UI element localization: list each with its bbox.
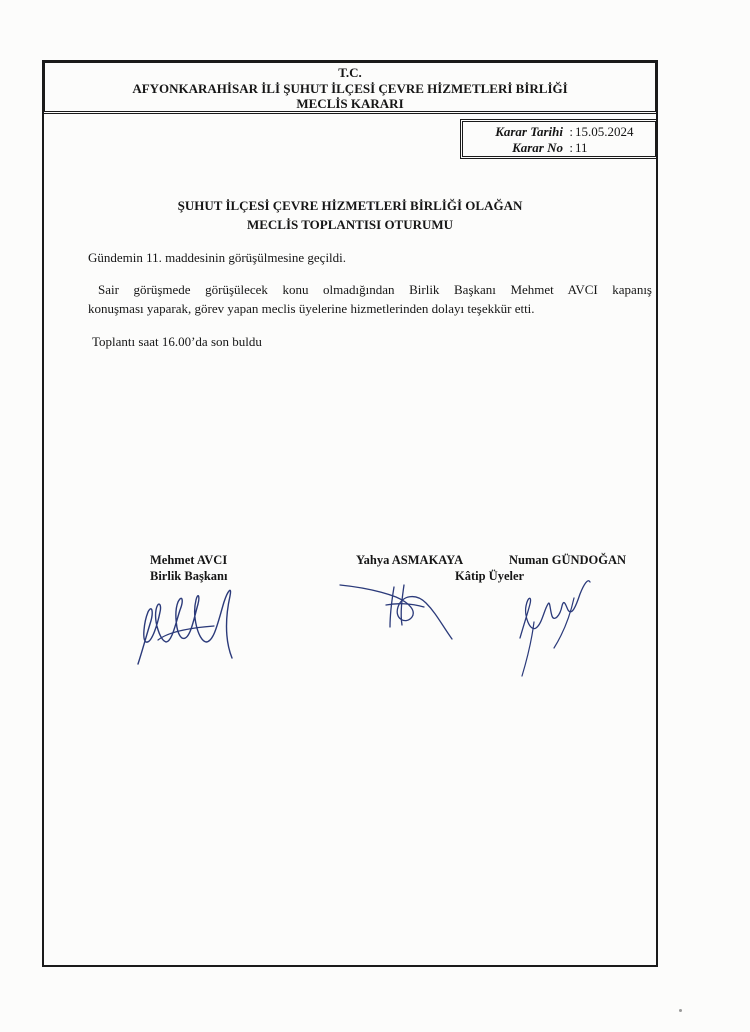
decision-date-separator: : xyxy=(569,124,573,139)
session-title-line1: ŞUHUT İLÇESİ ÇEVRE HİZMETLERİ BİRLİĞİ OLAĞAN xyxy=(177,198,523,213)
body-paragraph-adjourn: Toplantı saat 16.00’da son buldu xyxy=(92,334,262,349)
decision-date-value: 15.05.2024 xyxy=(575,124,634,139)
decision-date-row xyxy=(483,124,655,140)
president-signature xyxy=(128,582,238,667)
closing-speech-line1: Sair görüşmede görüşülecek konu olmadığından Birlik Başkanı Mehmet AVCI kapanış xyxy=(98,282,652,297)
closing-speech-line2: konuşması yaparak, görev yapan meclis üyelerine hizmetlerinden dolayı teşekkür etti. xyxy=(88,301,535,316)
body-paragraph-agenda: Gündemin 11. maddesinin görüşülmesine geçildi. xyxy=(88,250,347,265)
decision-number-label: Karar No xyxy=(512,140,563,155)
president-title: Birlik Başkanı xyxy=(150,569,228,583)
decision-number-value: 11 xyxy=(575,140,588,155)
decision-number-row xyxy=(483,140,655,156)
document-header xyxy=(42,60,658,114)
header-line-tc: T.C. xyxy=(338,65,362,80)
header-line-doc-type: MECLİS KARARI xyxy=(296,96,404,111)
body-paragraph-closing-speech xyxy=(88,280,652,318)
scan-speck xyxy=(679,1009,682,1012)
member2-name: Numan GÜNDOĞAN xyxy=(509,553,627,567)
decision-date-label: Karar Tarihi xyxy=(495,124,563,139)
members-title: Kâtip Üyeler xyxy=(455,569,525,583)
member1-name: Yahya ASMAKAYA xyxy=(356,553,464,567)
decision-meta-box xyxy=(460,119,658,159)
member1-signature xyxy=(340,575,455,645)
president-name: Mehmet AVCI xyxy=(150,553,228,567)
member2-signature xyxy=(514,576,594,680)
session-title-line2: MECLİS TOPLANTISI OTURUMU xyxy=(246,217,454,232)
header-line-institution: AFYONKARAHİSAR İLİ ŞUHUT İLÇESİ ÇEVRE HİZMETLERİ BİRLİĞİ xyxy=(132,80,568,96)
decision-number-separator: : xyxy=(569,140,573,155)
session-title xyxy=(42,196,658,234)
